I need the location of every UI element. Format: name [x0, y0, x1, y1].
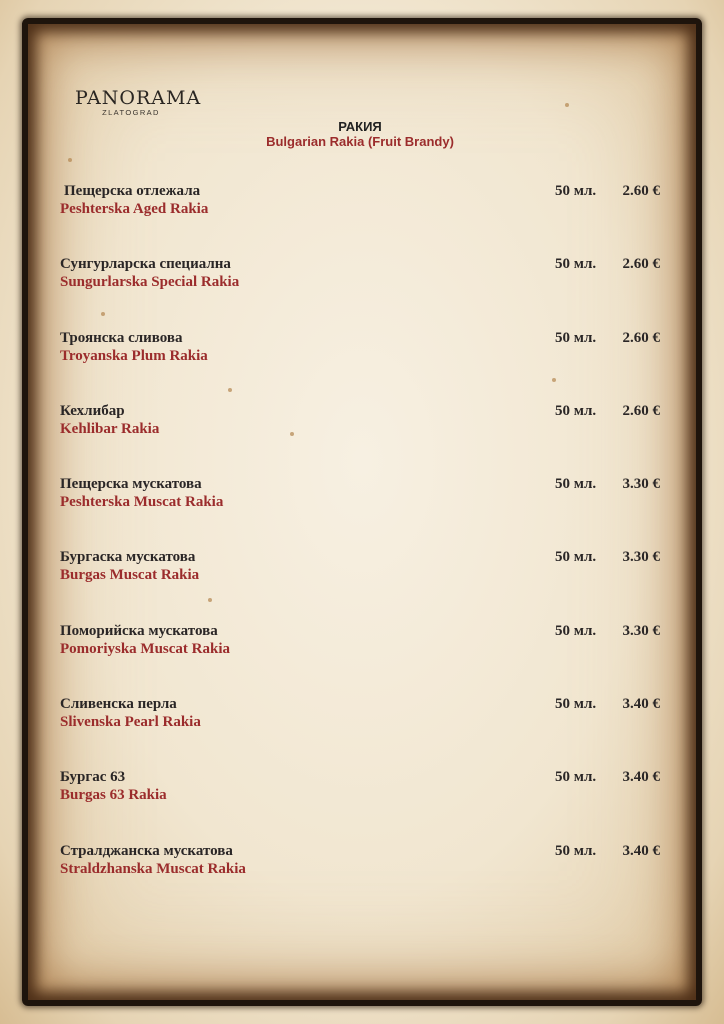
- item-name-en: Peshterska Aged Rakia: [60, 201, 209, 217]
- item-name-en: Straldzhanska Muscat Rakia: [60, 860, 246, 877]
- item-name-bg: Бургас 63: [60, 769, 126, 786]
- paper-speck: [565, 103, 569, 107]
- restaurant-logo: [75, 87, 202, 118]
- item-name-bg: Стралджанска мускатова: [60, 842, 233, 859]
- item-name-bg: Бургаска мускатова: [60, 549, 196, 566]
- item-volume: 50 мл.: [555, 256, 597, 273]
- item-price: 3.30 €: [622, 622, 660, 639]
- item-name-bg: Сунгурларска специална: [60, 256, 231, 273]
- menu-item: [60, 181, 660, 254]
- item-price: 3.40 €: [622, 842, 660, 859]
- section-subtitle: Bulgarian Rakia (Fruit Brandy): [266, 134, 454, 149]
- item-volume: 50 мл.: [555, 622, 597, 639]
- item-price: 3.40 €: [622, 769, 660, 786]
- logo-location: ZLATOGRAD: [102, 108, 160, 117]
- logo-name: PANORAMA: [75, 87, 202, 109]
- menu-item: [60, 694, 660, 767]
- item-volume: 50 мл.: [555, 842, 597, 859]
- item-volume: 50 мл.: [555, 549, 597, 566]
- item-name-bg: Пещерска мускатова: [60, 476, 202, 493]
- item-name-en: Troyanska Plum Rakia: [60, 347, 208, 364]
- item-volume: 50 мл.: [555, 329, 597, 346]
- item-price: 3.30 €: [622, 549, 660, 566]
- item-name-en: Burgas 63 Rakia: [60, 787, 167, 804]
- menu-item: [60, 767, 660, 840]
- item-name-en: Burgas Muscat Rakia: [60, 567, 200, 584]
- menu-item: [60, 841, 660, 914]
- menu-item: [60, 474, 660, 547]
- menu-list: [60, 181, 660, 914]
- item-name-bg: Пещерска отлежала: [64, 183, 201, 199]
- menu-item: [60, 254, 660, 327]
- item-volume: 50 мл.: [555, 402, 597, 419]
- menu-item: [60, 328, 660, 401]
- paper-speck: [68, 158, 72, 162]
- item-name-bg: Поморийска мускатова: [60, 622, 218, 639]
- item-volume: 50 мл.: [555, 696, 597, 713]
- item-price: 3.40 €: [622, 696, 660, 713]
- item-name-bg: Троянска сливова: [60, 329, 183, 346]
- item-name-en: Sungurlarska Special Rakia: [60, 274, 240, 291]
- item-volume: 50 мл.: [555, 476, 597, 493]
- item-name-en: Slivenska Pearl Rakia: [60, 714, 201, 731]
- item-name-en: Pomoriyska Muscat Rakia: [60, 640, 230, 657]
- item-price: 2.60 €: [622, 329, 660, 346]
- item-volume: 50 мл.: [555, 183, 597, 199]
- item-name-en: Peshterska Muscat Rakia: [60, 494, 224, 511]
- item-price: 2.60 €: [622, 256, 660, 273]
- item-price: 3.30 €: [622, 476, 660, 493]
- menu-item: [60, 401, 660, 474]
- item-name-en: Kehlibar Rakia: [60, 420, 160, 437]
- item-volume: 50 мл.: [555, 769, 597, 786]
- item-name-bg: Сливенска перла: [60, 696, 177, 713]
- menu-item: [60, 547, 660, 620]
- item-name-bg: Кехлибар: [60, 402, 125, 419]
- item-price: 2.60 €: [622, 402, 660, 419]
- item-price: 2.60 €: [622, 183, 660, 199]
- menu-item: [60, 621, 660, 694]
- section-title: РАКИЯ: [338, 119, 382, 134]
